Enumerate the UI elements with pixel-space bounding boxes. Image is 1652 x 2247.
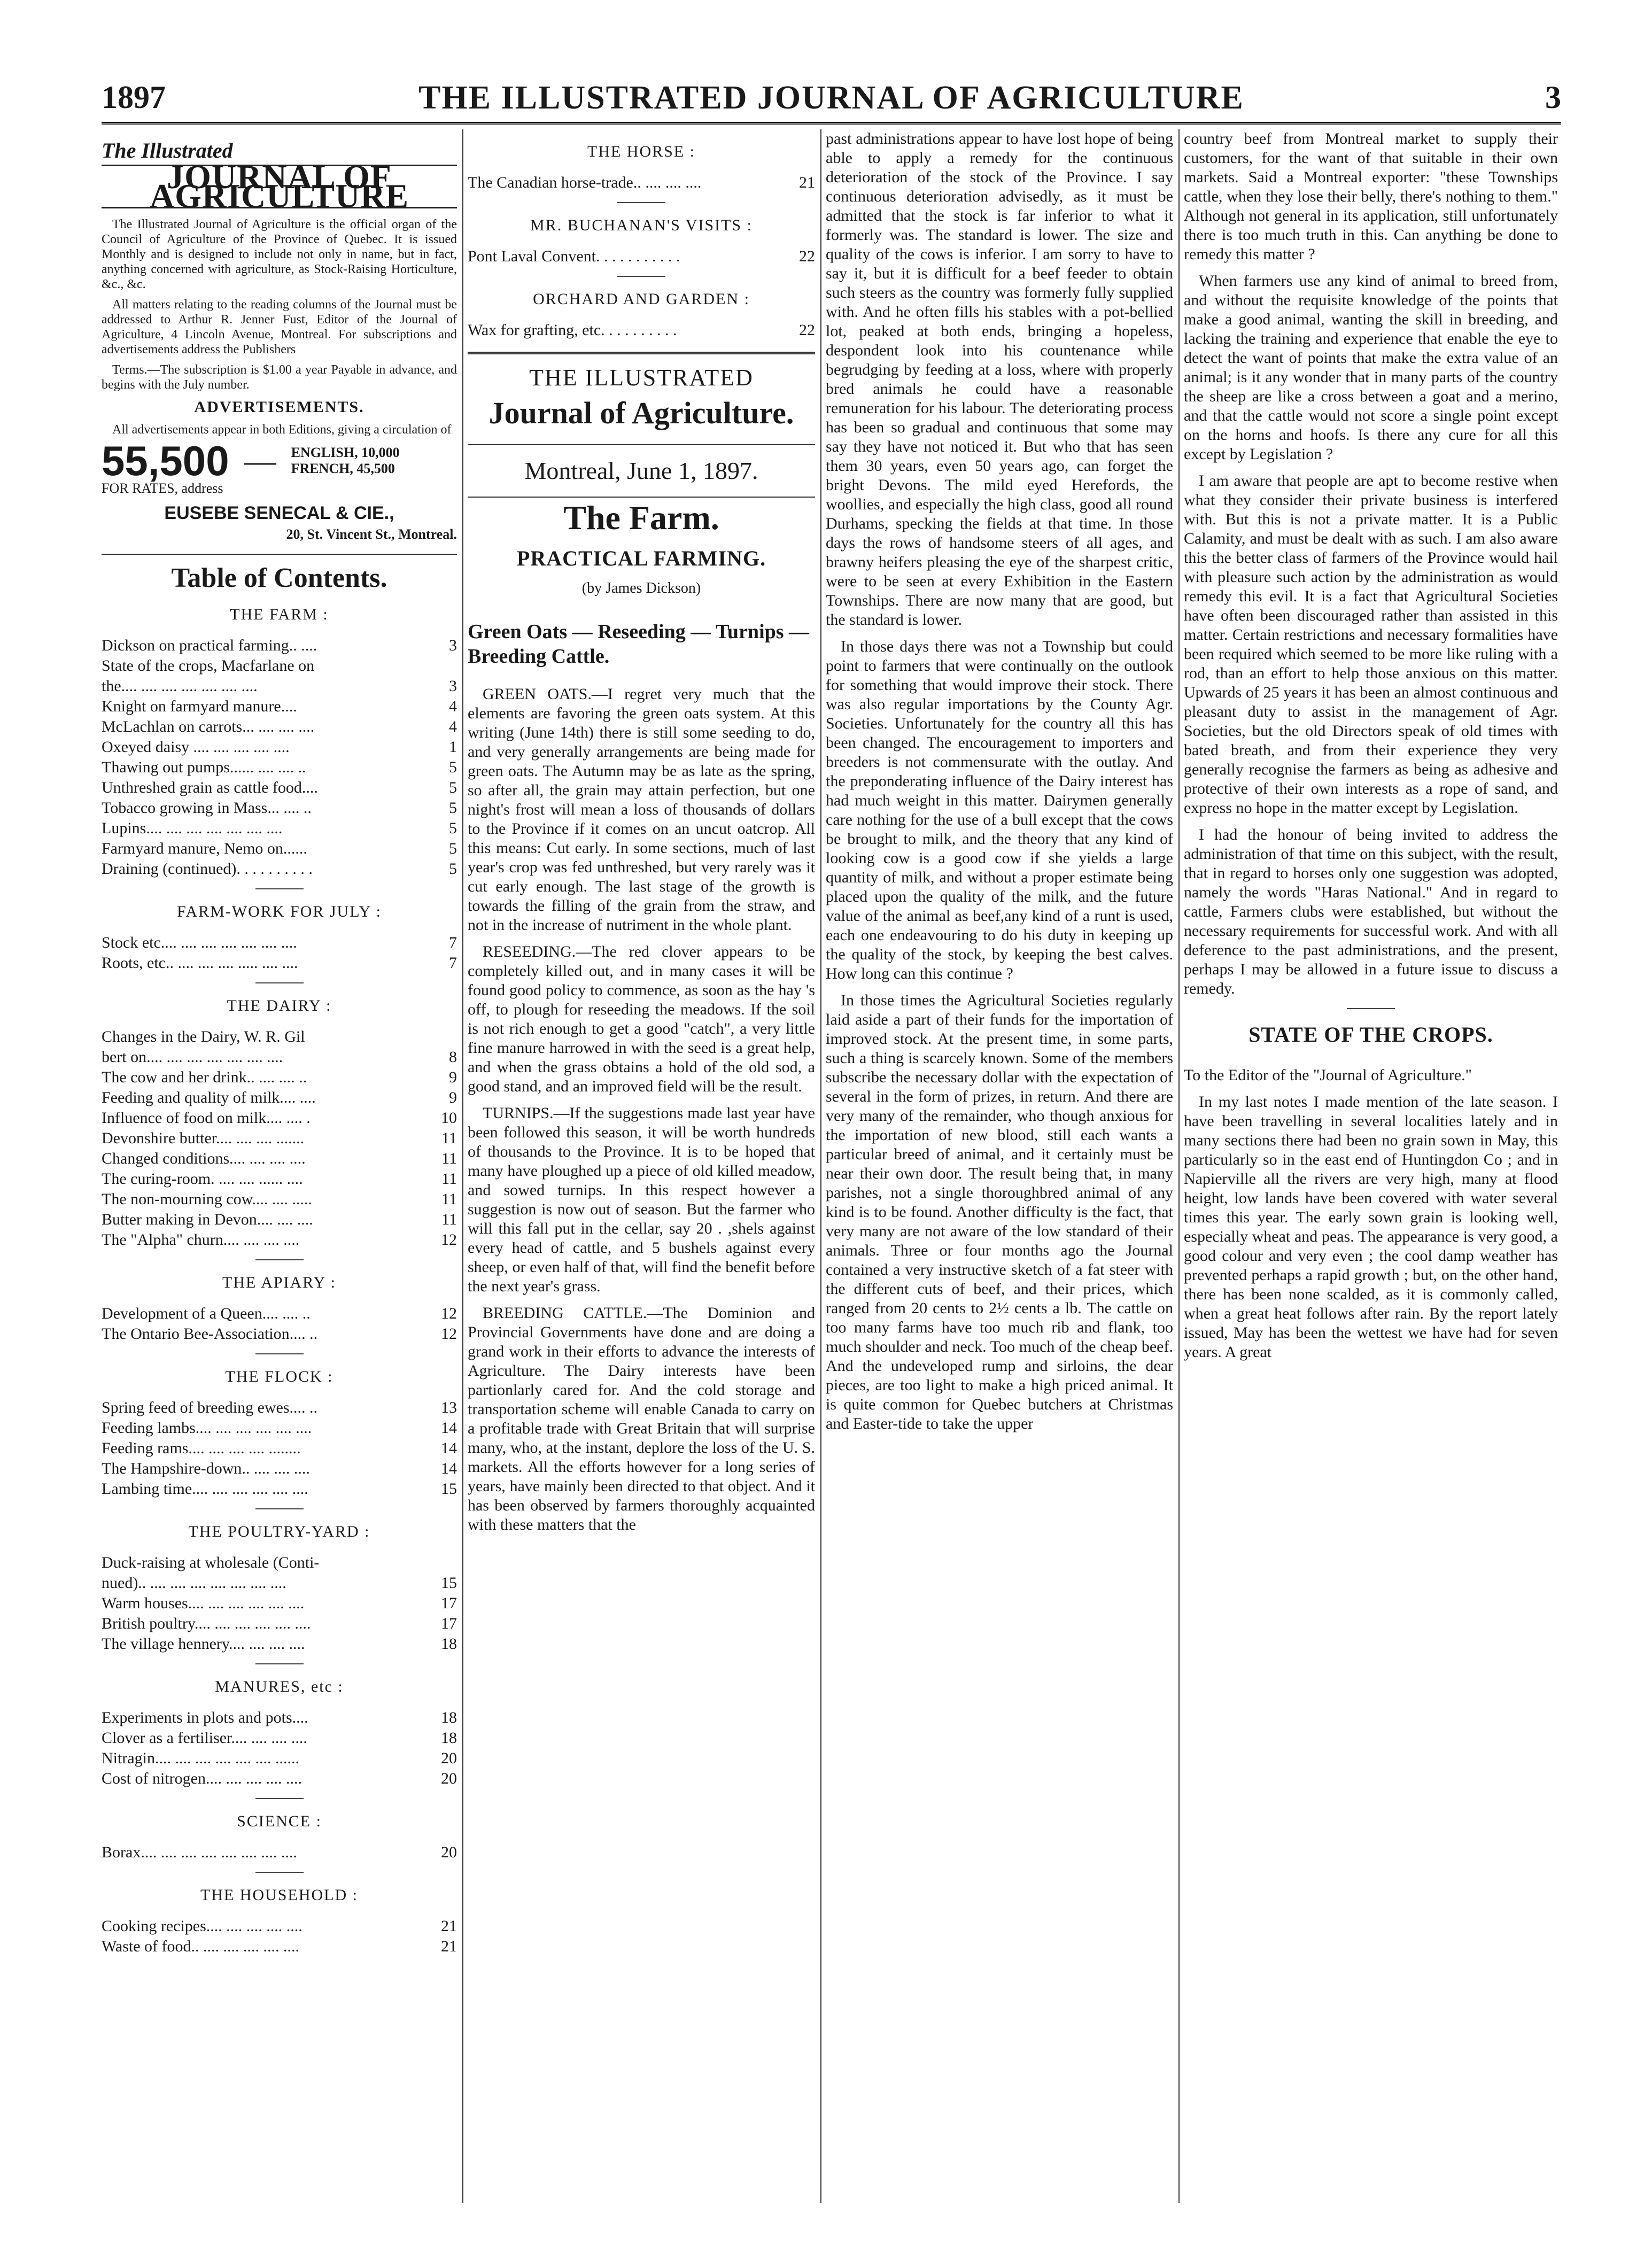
toc-section-heading: MANURES, etc : xyxy=(215,1678,344,1695)
toc-entry-page: 17 xyxy=(441,1615,457,1632)
toc-section-heading: ORCHARD AND GARDEN : xyxy=(533,290,750,308)
toc-entry xyxy=(102,1708,457,1727)
article-paragraph: country beef from Montreal market to supply their customers, for the want of that suitable in their own markets. Said a Montreal exporter: "these Townships cattle, when they lose their belly, there's nothing to them." Although not general in its application, still unfortunately there is too much truth in this. Can anything be done to remedy this matter ? xyxy=(1184,130,1558,263)
toc-entry xyxy=(102,1917,457,1936)
journal-title-line1: THE ILLUSTRATED xyxy=(529,365,754,391)
toc-section-heading: FARM-WORK FOR JULY : xyxy=(177,903,382,920)
toc-entry-label: Draining (continued). . . . . . . . . . xyxy=(102,860,313,878)
masthead-small-title: The Illustrated xyxy=(102,138,233,162)
column-rule xyxy=(462,129,463,2203)
toc-entry xyxy=(102,1398,457,1417)
toc-entry-page: 22 xyxy=(799,321,815,339)
masthead-about: The Illustrated Journal of Agriculture is the official organ of the Council of Agriculture of the Province of Quebec. It is issued Monthly and is designed to include not only in name, but in fact, anything concerned with agriculture, as Stock-Raising Horticulture, &c., &c. xyxy=(102,218,457,291)
toc-entry xyxy=(102,1479,457,1499)
article-paragraph: In those times the Agricultural Societies regularly laid aside a part of their funds for the importation of improved stock. At the present time, in some parts, such a thing is scarcely known. Some of the members subscribe the necessary dollar with the expectation of several in the form of prizes, in return. And there are very many of the remainder, who though anxious for the importation of new blood, still each wants a particular breed of animal, and it certainly must be near their own door. The result being that, in many parishes, not a single thoroughbred animal of any kind is to be found. Another difficulty is the fact, that very many are not aware of the low standard of their animals. Three or four months ago the Journal contained a very instructive sketch of a fat steer with the different cuts of beef, and their prices, which ranged from 20 cents to 2½ cents a lb. The cattle on too many farms have too much rib and flank, too much shoulder and neck. Too much of the cheap beef. And the undeveloped rump and sirloins, the dear pieces, are too light to make a high priced animal. It is quite common for Quebec butchers at Christmas and Easter-tide to take the upper xyxy=(826,991,1173,1432)
section-heading-farm: The Farm. xyxy=(563,499,719,537)
masthead-editorial-address: All matters relating to the reading columns of the Journal must be addressed to Arthur R. Jenner Fust, Editor of the Journal of Agriculture, 4 Lincoln Avenue, Montreal. For subscriptions and advertisements address the Publishers xyxy=(102,298,457,357)
toc-entry-label: Feeding rams.... .... .... .... ........ xyxy=(102,1439,301,1457)
toc-entry-page: 11 xyxy=(441,1150,457,1167)
toc-entry-page: 11 xyxy=(441,1190,457,1208)
toc-section-heading: MR. BUCHANAN'S VISITS : xyxy=(530,216,753,234)
toc-entry-page: 5 xyxy=(449,819,457,837)
toc-entry-page: 20 xyxy=(441,1770,457,1787)
toc-entry-page: 5 xyxy=(449,779,457,796)
toc-section-heading: THE FARM : xyxy=(230,606,329,623)
toc-entry xyxy=(102,1190,457,1209)
masthead-title: JOURNAL OF AGRICULTURE xyxy=(102,165,457,208)
article-title: PRACTICAL FARMING. xyxy=(516,546,766,570)
toc-entry xyxy=(102,1129,457,1148)
article-paragraph: TURNIPS.—If the suggestions made last year have been followed this season, it will be worth hundreds of thousands to the Province. It is to be hoped that many have ploughed up a piece of old killed meadow, and sowed turnips. In this respect however a suggestion is now out of season. But the farmer who will this fall put in the cellar, say 20 . ,shels against every head of cattle, and 5 bushels against every sheep, or even half of that, will find the benefit before the next year's grass. xyxy=(468,1104,815,1295)
divider xyxy=(1347,1008,1395,1009)
article-paragraph: GREEN OATS.—I regret very much that the elements are favoring the green oats system. At this writing (June 14th) there is still some seeding to do, and very generally arrangements are being made for green oats. The Autumn may be as late as the spring, so after all, the grain may attain perfection, but one night's frost will mean a loss of thousands of dollars to the Province if it comes on an uncut oatcrop. All this means: Cut early. In some sections, much of last year's crop was fed unthreshed, but very rarely was it cut early enough. The last stage of the growth is towards the filling of the grain from the straw, and not in the increase of nutriment in the whole plant. xyxy=(468,685,815,934)
toc-entry-label: Nitragin.... .... .... .... .... .... ...... xyxy=(102,1749,299,1767)
toc-section-heading: THE POULTRY-YARD : xyxy=(188,1523,370,1540)
running-header xyxy=(102,79,1561,117)
toc-entry-label: Dickson on practical farming.. .... xyxy=(102,637,317,654)
article-paragraph: When farmers use any kind of animal to breed from, and without the requisite knowledge of the points that make a good animal, wanting the skill in breeding, and lacking the training and experience that enable the eye to detect the want of points that make the extra value of an animal; is it any wonder that in many parts of the country the sheep are like a cross between a goat and a merino, and that the cattle would not score a single point except on the horns and hoofs. Is there any cure for all this except by Legislation ? xyxy=(1184,272,1558,463)
toc-entry-label: The non-mourning cow.... .... ..... xyxy=(102,1190,312,1208)
divider xyxy=(255,1259,304,1260)
toc-entry-label: Roots, etc.. .... .... .... ..... .... .... xyxy=(102,954,298,972)
circulation-editions xyxy=(291,445,400,477)
rates-line: FOR RATES, address xyxy=(102,481,223,496)
toc-entry-label: bert on.... .... .... .... .... .... .... xyxy=(102,1048,283,1066)
toc-entry-label: the.... .... .... .... .... .... .... xyxy=(102,677,258,695)
column-rule xyxy=(820,129,821,2203)
article-paragraph: In my last notes I made mention of the late season. I have been travelling in several localities lately and in many sections there had been no grain sown in May, this particularly so in the east end of Huntingdon Co ; and in Napierville all the rivers are very high, many at flood height, low lands have been covered with water several times this year. The early sown grain is looking well, especially wheat and peas. The appearance is very good, a good colour and very even ; the cool damp weather has prevented perhaps a rapid growth ; but, on the other hand, there has been none scalded, as it is commonly called, when a great heat follows after rain. By the report lately issued, May has been the wettest we have had for seven years. A great xyxy=(1184,1093,1558,1361)
toc-entry-label: Waste of food.. .... .... .... .... .... xyxy=(102,1938,300,1955)
divider xyxy=(255,888,304,889)
toc-entry-label: Influence of food on milk.... .... . xyxy=(102,1109,311,1127)
toc-section-heading: THE FLOCK : xyxy=(225,1368,333,1385)
divider xyxy=(255,1353,304,1354)
toc-entry-label: Duck-raising at wholesale (Conti- xyxy=(102,1554,320,1571)
crops-salutation: To the Editor of the "Journal of Agriculture." xyxy=(1184,1066,1472,1084)
toc-entry-page: 18 xyxy=(441,1709,457,1726)
toc-entry-page: 11 xyxy=(441,1170,457,1188)
toc-entry xyxy=(102,1068,457,1087)
toc-entry-page: 4 xyxy=(449,718,457,735)
column-4 xyxy=(1184,129,1558,2209)
toc-entry xyxy=(102,1459,457,1478)
toc-entry-page: 3 xyxy=(449,637,457,654)
toc-entry-page: 7 xyxy=(449,954,457,972)
toc-entry-label: Development of a Queen.... .... .. xyxy=(102,1305,311,1322)
toc-entry-label: McLachlan on carrots... .... .... .... xyxy=(102,718,315,735)
toc-entry-label: Oxeyed daisy .... .... .... .... .... xyxy=(102,738,290,756)
toc-entry-label: British poultry.... .... .... .... .... .... xyxy=(102,1615,311,1632)
toc-entry-label: nued).. .... .... .... .... .... .... .... xyxy=(102,1574,286,1592)
header-year: 1897 xyxy=(102,80,166,115)
toc-entry-page: 12 xyxy=(441,1325,457,1343)
article-paragraph: I had the honour of being invited to address the administration of that time on this subject, with the result, that in regard to horses only one suggestion was adopted, namely the words "Haras National." And in regard to cattle, Farmers clubs were established, but without the necessary requirements for successful work. And with all deference to the past administrations, and the present, perhaps I may be allowed in a future issue to discuss a remedy. xyxy=(1184,826,1558,997)
toc-entry xyxy=(102,1419,457,1438)
toc-entry xyxy=(102,1614,457,1633)
toc-entry xyxy=(102,636,457,655)
toc-entry-page: 5 xyxy=(449,799,457,817)
toc-entry-page: 14 xyxy=(441,1460,457,1477)
toc-entry xyxy=(102,1769,457,1788)
toc-entry-label: Spring feed of breeding ewes.... .. xyxy=(102,1399,318,1416)
toc-entry xyxy=(102,1749,457,1768)
column-3 xyxy=(826,129,1173,2209)
article-paragraph: past administrations appear to have lost hope of being able to apply a remedy for the continuous deterioration of the stock of the Province. I say continuous deterioration advisedly, as it must be admitted that the stock is far inferior to what it formerly was. The standard is lower. The size and quality of the cows is inferior. I am sorry to have to say it, but it is difficult for a beef feeder to obtain such steers as the country was formerly fully supplied with. And he often fills his stables with a pot-bellied lot, peaked at both ends, bringing a hopeless, despondent look into his countenance while begrudging by feeding at a loss, where with properly bred animals he could have a reasonable remuneration for his labour. The deteriorating process has been so gradual and continuous that some may say they have not noticed it. But who that has seen them 30 years, even 50 years ago, can forget the bright Devons. The mild eyed Herefords, the woollies, and especially the high class, good all round Durhams, specking the fields at that time. In those days the rows of handsome steers of all ages, and brawny heifers pleasing the eye of the sharpest critic, were to be seen at every Exhibition in the Eastern Townships. There are now many that are good, but the standard is lower. xyxy=(826,130,1173,629)
toc-entry xyxy=(102,1439,457,1458)
toc-entry-label: Stock etc.... .... .... .... .... .... .... xyxy=(102,934,297,951)
toc-section-heading: THE APIARY : xyxy=(222,1274,336,1291)
advertisements-note: All advertisements appear in both Editions, giving a circulation of xyxy=(112,423,452,437)
publisher-name: EUSEBE SENECAL & CIE., xyxy=(164,503,394,523)
toc-entry-page: 22 xyxy=(799,247,815,265)
toc-entry-label: Feeding lambs.... .... .... .... .... .... xyxy=(102,1419,312,1437)
toc-entry xyxy=(102,1594,457,1613)
toc-entry-label: Farmyard manure, Nemo on...... xyxy=(102,840,307,857)
toc-entry-label: Cooking recipes.... .... .... .... .... xyxy=(102,1917,303,1935)
toc-entry-label: Changes in the Dairy, W. R. Gil xyxy=(102,1028,305,1045)
toc-entry-page: 9 xyxy=(449,1089,457,1106)
toc-entry xyxy=(102,859,457,879)
french-edition: FRENCH, 45,500 xyxy=(291,461,395,476)
toc-entry-label: The cow and her drink.. .... .... .. xyxy=(102,1068,307,1086)
column-1 xyxy=(102,129,457,2209)
toc-entry-page: 21 xyxy=(799,174,815,191)
toc-entry-label: The Hampshire-down.. .... .... .... xyxy=(102,1460,310,1477)
divider xyxy=(255,1872,304,1873)
article-paragraph: In those days there was not a Township but could point to farmers that were continually on the outlook for something that would improve their stock. There was also regular importations by the County Agr. Societies. Unfortunately for the country all this has been changed. The encouragement to importers and breeders is not commensurate with the outlay. And the preponderating influence of the Dairy interest has had much weight in this matter. Dairymen generally care nothing for the use of a bull except that the cows be brought to milk, and the theory that any kind of looking cow is a good cow if she yields a large quantity of milk, and without a proper estimate being placed upon the quality of the milk, and the future value of the animal as beef,any kind of a runt is used, each one endeavouring to do his duty in keeping up the quality of the stock, by keeping the best calves. How long can this continue ? xyxy=(826,638,1173,982)
divider xyxy=(255,1663,304,1664)
toc-entry-label: Borax.... .... .... .... .... .... .... .... xyxy=(102,1843,297,1861)
toc-entry xyxy=(468,247,815,266)
toc-entry xyxy=(102,954,457,973)
masthead-terms: Terms.—The subscription is $1.00 a year Payable in advance, and begins with the July number. xyxy=(102,363,457,392)
dateline: Montreal, June 1, 1897. xyxy=(524,457,758,484)
toc-entry-label: Tobacco growing in Mass... .... .. xyxy=(102,799,312,817)
toc-entry xyxy=(102,717,457,737)
circulation-number: 55,500 xyxy=(102,437,229,484)
toc-section-heading: THE DAIRY : xyxy=(227,997,332,1014)
toc-entry xyxy=(102,778,457,797)
toc-entry-page: 10 xyxy=(441,1109,457,1127)
toc-entry xyxy=(102,1210,457,1229)
toc-entry-label: Cost of nitrogen.... .... .... .... .... xyxy=(102,1770,302,1787)
toc-entry-page: 14 xyxy=(441,1439,457,1457)
toc-entry-label: The curing-room. .... .... ...... .... xyxy=(102,1170,303,1188)
toc-entry-label: Changed conditions.... .... .... .... xyxy=(102,1150,306,1167)
advertisements-heading: ADVERTISEMENTS. xyxy=(194,398,364,416)
toc-entry xyxy=(102,1937,457,1956)
toc-entry xyxy=(102,758,457,777)
toc-entry-page: 11 xyxy=(441,1129,457,1147)
toc-entry xyxy=(102,1304,457,1323)
divider xyxy=(617,202,665,203)
toc-entry-page: 15 xyxy=(441,1480,457,1498)
column-rule xyxy=(1178,129,1180,2203)
divider xyxy=(468,352,815,354)
header-title: THE ILLUSTRATED JOURNAL OF AGRICULTURE xyxy=(418,80,1244,116)
toc-entry xyxy=(102,1230,457,1250)
toc-entry-page: 11 xyxy=(441,1211,457,1228)
journal-title-line2: Journal of Agriculture. xyxy=(488,396,794,430)
divider xyxy=(468,497,815,498)
toc-entry-page: 18 xyxy=(441,1729,457,1747)
toc-entry-page: 20 xyxy=(441,1749,457,1767)
toc-section-heading: THE HOUSEHOLD : xyxy=(200,1886,358,1904)
toc-entry-label: The "Alpha" churn.... .... .... .... xyxy=(102,1231,300,1249)
toc-entry-page: 7 xyxy=(449,934,457,951)
toc-entry-page: 3 xyxy=(449,677,457,695)
toc-entry xyxy=(102,1048,457,1067)
toc-entry-label: Clover as a fertiliser.... .... .... .... xyxy=(102,1729,307,1747)
toc-entry-label: Pont Laval Convent. . . . . . . . . . . xyxy=(468,247,680,265)
toc-entry xyxy=(102,1729,457,1748)
article-byline: (by James Dickson) xyxy=(581,580,701,596)
toc-entry-label: The Ontario Bee-Association.... .. xyxy=(102,1325,318,1343)
table-of-contents-title: Table of Contents. xyxy=(171,563,387,593)
toc-entry-page: 21 xyxy=(441,1938,457,1955)
toc-entry-label: Warm houses.... .... .... .... .... .... xyxy=(102,1594,305,1612)
toc-entry-page: 1 xyxy=(449,738,457,756)
toc-entry xyxy=(102,1553,457,1572)
toc-entry-label: Lupins.... .... .... .... .... .... .... xyxy=(102,819,283,837)
toc-entry xyxy=(468,173,815,192)
header-rule xyxy=(102,122,1561,125)
column-2 xyxy=(468,129,815,2209)
toc-entry xyxy=(102,1109,457,1128)
toc-entry xyxy=(102,1027,457,1047)
toc-entry xyxy=(102,697,457,716)
toc-entry-page: 17 xyxy=(441,1594,457,1612)
english-edition: ENGLISH, 10,000 xyxy=(291,445,400,460)
divider xyxy=(102,554,457,555)
toc-entry-page: 5 xyxy=(449,758,457,776)
toc-entry xyxy=(102,839,457,858)
toc-entry xyxy=(102,656,457,676)
toc-entry-page: 12 xyxy=(441,1305,457,1322)
header-page-number: 3 xyxy=(1545,80,1561,115)
toc-entry xyxy=(102,1574,457,1593)
article-paragraph: BREEDING CATTLE.—The Dominion and Provincial Governments have done and are doing a grand work in their efforts to advance the interests of Agriculture. The Dairy interests have been partionlarly cared for. And the cold storage and transportation scheme will enable Canada to carry on a profitable trade with Great Britain that will surprise many, who, at the instant, deplore the loss of the U. S. markets. All the efforts however for a long series of years, have mainly been directed to that object. And it has been observed by farmers thoroughly acquainted with these matters that the xyxy=(468,1304,815,1533)
toc-entry-page: 8 xyxy=(449,1048,457,1066)
toc-entry-label: Devonshire butter.... .... .... ....... xyxy=(102,1129,305,1147)
table-of-contents-continued xyxy=(468,142,815,340)
toc-entry xyxy=(102,819,457,838)
toc-entry-page: 12 xyxy=(441,1231,457,1249)
toc-entry xyxy=(102,1169,457,1189)
divider xyxy=(468,444,815,445)
article-paragraph: I am aware that people are apt to become restive when what they consider their private business is interfered with. But this is not a private matter. It is a Public Calamity, and must be dealt with as such. I am also aware this the better class of farmers of the Province would hail with pleasure such action by the administration as would remedy this evil. It is a fact that Agricultural Societies have often been discouraged rather than assisted in this matter. Certain restrictions and necessary formalities have been required which seemed to be more like ruling with a rod, than an effort to help those anxious on this matter. Upwards of 25 years it has been an almost continuous and pleasant duty to assist in the management of Agr. Societies, but the old Directors speak of old times with bated breath, and from their experience they very generally recognise the farmers as being as adhesive and protective of their own interests as a rope of sand, and express no hope in the matter except by Legislation. xyxy=(1184,472,1558,817)
toc-section-heading: SCIENCE : xyxy=(237,1812,322,1830)
divider xyxy=(255,1798,304,1799)
toc-entry-label: Knight on farmyard manure.... xyxy=(102,698,297,715)
toc-entry-label: Lambing time.... .... .... .... .... .... xyxy=(102,1480,308,1498)
toc-entry-page: 9 xyxy=(449,1068,457,1086)
circulation-row xyxy=(102,437,457,484)
toc-entry-label: Butter making in Devon.... .... .... xyxy=(102,1211,313,1228)
crops-article-title: STATE OF THE CROPS. xyxy=(1248,1022,1493,1047)
table-of-contents xyxy=(102,605,457,1956)
toc-entry-label: Thawing out pumps...... .... .... .. xyxy=(102,758,306,776)
toc-entry-label: Feeding and quality of milk.... .... xyxy=(102,1089,316,1106)
toc-entry xyxy=(102,933,457,952)
toc-entry xyxy=(468,321,815,340)
toc-entry-page: 13 xyxy=(441,1399,457,1416)
toc-entry-page: 5 xyxy=(449,860,457,878)
toc-entry-label: Experiments in plots and pots.... xyxy=(102,1709,308,1726)
article-subtitle: Green Oats — Reseeding — Turnips — Breeding Cattle. xyxy=(468,621,810,668)
toc-entry-page: 14 xyxy=(441,1419,457,1437)
toc-entry-page: 20 xyxy=(441,1843,457,1861)
toc-entry-page: 21 xyxy=(441,1917,457,1935)
toc-entry xyxy=(102,738,457,757)
toc-entry-page: 5 xyxy=(449,840,457,857)
divider xyxy=(255,1508,304,1509)
toc-entry-label: Wax for grafting, etc. . . . . . . . . . xyxy=(468,321,677,339)
divider xyxy=(255,982,304,983)
publisher-address: 20, St. Vincent St., Montreal. xyxy=(286,526,457,542)
toc-entry-page: 4 xyxy=(449,698,457,715)
toc-entry xyxy=(102,1149,457,1168)
toc-entry xyxy=(102,1088,457,1107)
toc-entry-label: State of the crops, Macfarlane on xyxy=(102,657,315,675)
toc-section-heading: THE HORSE : xyxy=(587,143,695,160)
toc-entry-label: The Canadian horse-trade.. .... .... .... xyxy=(468,174,702,191)
article-paragraph: RESEEDING.—The red clover appears to be completely killed out, and in many cases it will be found good policy to commence, as soon as the hay 's off, to plough for reseeding the meadows. If the soil is not rich enough to get a good "catch", a very little fine manure harrowed in with the seed is a great help, and when the grass obtains a hold of the old sod, a good stand, and an improved field will be the result. xyxy=(468,943,815,1095)
toc-entry-label: Unthreshed grain as cattle food.... xyxy=(102,779,318,796)
toc-entry xyxy=(102,1843,457,1862)
toc-entry xyxy=(102,1324,457,1344)
circulation-dash: — xyxy=(244,443,276,478)
toc-entry xyxy=(102,677,457,696)
toc-entry xyxy=(102,799,457,818)
toc-entry-label: The village hennery.... .... .... .... xyxy=(102,1635,305,1653)
toc-entry-page: 18 xyxy=(441,1635,457,1653)
toc-entry xyxy=(102,1634,457,1654)
divider xyxy=(617,276,665,277)
toc-entry-page: 15 xyxy=(441,1574,457,1592)
